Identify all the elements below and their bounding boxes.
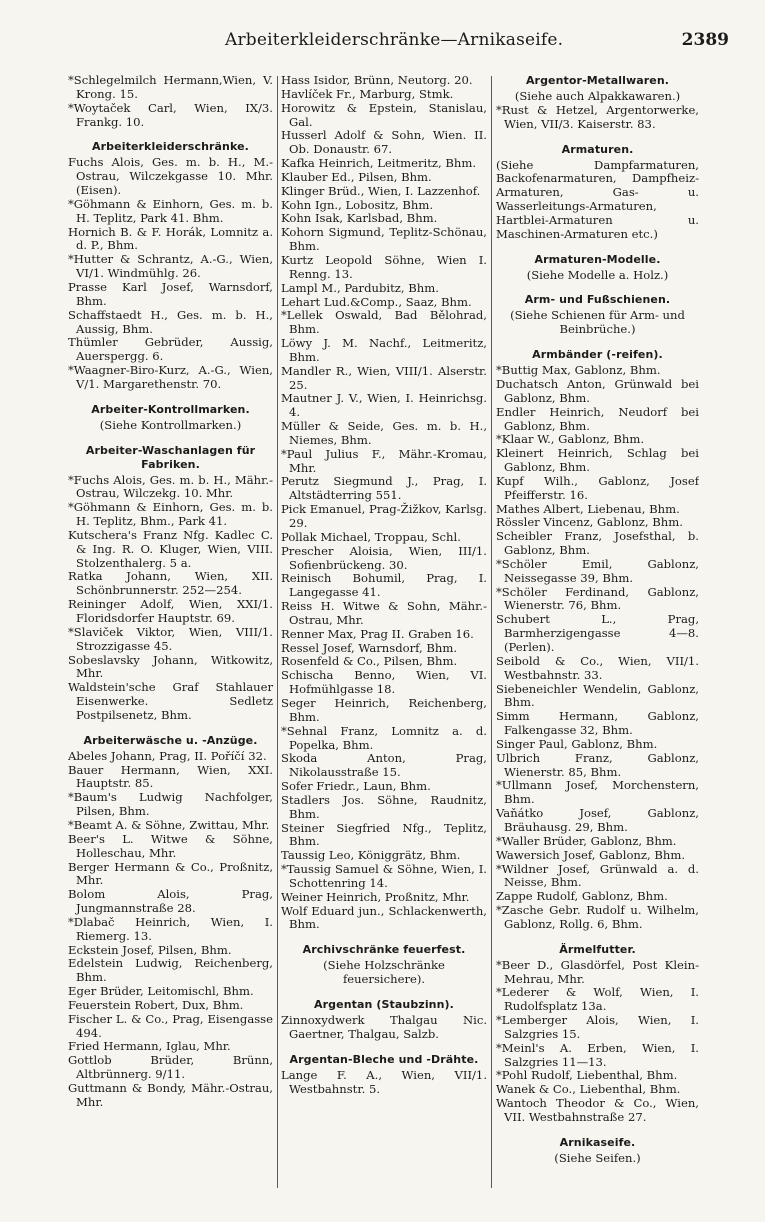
directory-entry: Weiner Heinrich, Proßnitz, Mhr. bbox=[281, 889, 470, 904]
directory-entry: Müller & Seide, Ges. m. b. H., Niemes, Bhm. bbox=[281, 419, 487, 447]
directory-entry: *Taussig Samuel & Söhne, Wien, I. Schottenring 14. bbox=[281, 862, 487, 890]
directory-entry: Ulbrich Franz, Gablonz, Wienerstr. 85, Bhm. bbox=[496, 750, 699, 779]
column-1 bbox=[68, 74, 277, 1194]
entry-list bbox=[281, 1014, 487, 1042]
directory-entry: *Schlegelmilch Hermann,Wien, V. Krong. 15. bbox=[68, 74, 273, 101]
directory-entry: Wanek & Co., Liebenthal, Bhm. bbox=[496, 1082, 681, 1097]
directory-entry: *Wildner Josef, Grünwald a. d. Neisse, Bhm. bbox=[496, 861, 699, 890]
directory-entry: Kohorn Sigmund, Teplitz-Schönau, Bhm. bbox=[281, 225, 487, 254]
section-heading: Argentan (Staubzinn). bbox=[314, 998, 454, 1011]
directory-entry: Beer's L. Witwe & Söhne, Holleschau, Mhr. bbox=[68, 831, 273, 860]
directory-entry: Lehart Lud.&Comp., Saaz, Bhm. bbox=[281, 294, 472, 309]
directory-entry: Guttmann & Bondy, Mähr.-Ostrau, Mhr. bbox=[68, 1081, 273, 1109]
entry-list bbox=[496, 104, 699, 132]
directory-entry: Bauer Hermann, Wien, XXI. Hauptstr. 85. bbox=[68, 762, 273, 791]
page-header bbox=[0, 30, 765, 56]
directory-entry: Ressel Josef, Warnsdorf, Bhm. bbox=[281, 640, 458, 655]
directory-entry: Fischer L. & Co., Prag, Eisengasse 494. bbox=[68, 1011, 273, 1040]
section-heading: Arbeiter-Waschanlagen für Fabriken. bbox=[85, 443, 256, 471]
directory-entry: Sofer Friedr., Laun, Bhm. bbox=[281, 779, 431, 794]
directory-entry: *Waagner-Biro-Kurz, A.-G., Wien, V/1. Margarethenstr. 70. bbox=[68, 363, 273, 391]
directory-entry: Lange F. A., Wien, VII/1. Westbahnstr. 5. bbox=[281, 1067, 487, 1096]
directory-entry: *Slaviček Viktor, Wien, VIII/1. Strozzigasse 45. bbox=[68, 624, 273, 653]
directory-entry: Vaňátko Josef, Gablonz, Bräuhausg. 29, Bhm. bbox=[496, 806, 699, 834]
entry-list bbox=[68, 750, 273, 1110]
directory-entry: Seger Heinrich, Reichenberg, Bhm. bbox=[281, 695, 487, 724]
directory-entry: Hornich B. & F. Horák, Lomnitz a. d. P., Bhm. bbox=[68, 224, 273, 253]
columns bbox=[68, 74, 698, 1194]
directory-entry: Gottlob Brüder, Brünn, Altbrünnerg. 9/11. bbox=[68, 1053, 273, 1082]
section-note: (Siehe Seifen.) bbox=[554, 1150, 641, 1165]
directory-entry: *Waller Brüder, Gablonz, Bhm. bbox=[496, 833, 677, 848]
directory-entry: Fried Hermann, Iglau, Mhr. bbox=[68, 1039, 231, 1054]
section-heading: Arm- und Fußschienen. bbox=[524, 293, 671, 307]
directory-entry: *Göhmann & Einhorn, Ges. m. b. H. Teplitz, Park 41. Bhm. bbox=[68, 196, 273, 225]
directory-entry: Waldstein'sche Graf Stahlauer Eisenwerke. Sedletz Postpilsenetz, Bhm. bbox=[68, 680, 273, 722]
directory-entry: Mathes Albert, Liebenau, Bhm. bbox=[496, 501, 680, 516]
directory-entry: Schubert L., Prag, Barmherzigengasse 4—8. (Perlen). bbox=[496, 612, 699, 654]
section-note: (Siehe Modelle a. Holz.) bbox=[526, 267, 669, 282]
directory-entry: Kleinert Heinrich, Schlag bei Gablonz, Bhm. bbox=[496, 446, 699, 475]
directory-entry: *Lellek Oswald, Bad Bělohrad, Bhm. bbox=[281, 308, 487, 337]
directory-entry: Ratka Johann, Wien, XII. Schönbrunnerstr. 252—254. bbox=[68, 569, 273, 598]
directory-entry: Skoda Anton, Prag, Nikolausstraße 15. bbox=[281, 751, 487, 780]
directory-entry: *Klaar W., Gablonz, Bhm. bbox=[496, 432, 645, 447]
entry-list bbox=[281, 74, 487, 932]
directory-entry: Eckstein Josef, Pilsen, Bhm. bbox=[68, 942, 232, 957]
entry-list bbox=[68, 474, 273, 723]
directory-entry: *Sehnal Franz, Lomnitz a. d. Popelka, Bhm. bbox=[281, 723, 487, 752]
section-heading: Archivschränke feuerfest. bbox=[302, 943, 466, 957]
directory-entry: Singer Paul, Gablonz, Bhm. bbox=[496, 736, 658, 751]
directory-entry: Kutschera's Franz Nfg. Kadlec C. & Ing. R. O. Kluger, Wien, VIII. Stolzenthalerg. 5 a. bbox=[68, 527, 273, 570]
section-heading: Argentor-Metallwaren. bbox=[525, 74, 670, 87]
directory-entry: Horowitz & Epstein, Stanislau, Gal. bbox=[281, 100, 487, 129]
directory-entry: Wolf Eduard jun., Schlackenwerth, Bhm. bbox=[281, 903, 487, 932]
directory-entry: Kafka Heinrich, Leitmeritz, Bhm. bbox=[281, 156, 477, 171]
directory-entry: *Meinl's A. Erben, Wien, I. Salzgries 11—13. bbox=[496, 1040, 699, 1069]
directory-entry: Rosenfeld & Co., Pilsen, Bhm. bbox=[281, 654, 458, 669]
directory-entry: Kurtz Leopold Söhne, Wien I. Renng. 13. bbox=[281, 252, 487, 281]
directory-entry: Stadlers Jos. Söhne, Raudnitz, Bhm. bbox=[281, 792, 487, 821]
directory-entry: Lampl M., Pardubitz, Bhm. bbox=[281, 280, 439, 295]
directory-entry: Wantoch Theodor & Co., Wien, VII. Westbahnstraße 27. bbox=[496, 1096, 699, 1124]
directory-entry: Kupf Wilh., Gablonz, Josef Pfeifferstr. 16. bbox=[496, 473, 699, 502]
directory-entry: Reiss H. Witwe & Sohn, Mähr.-Ostrau, Mhr. bbox=[281, 599, 487, 627]
directory-entry: Reininger Adolf, Wien, XXI/1. Floridsdorfer Hauptstr. 69. bbox=[68, 597, 273, 625]
section-note: (Siehe Schienen für Arm- und Beinbrüche.) bbox=[510, 308, 685, 337]
directory-entry: Seibold & Co., Wien, VII/1. Westbahnstr. 33. bbox=[496, 653, 699, 682]
directory-entry: *Göhmann & Einhorn, Ges. m. b. H. Teplitz, Bhm., Park 41. bbox=[68, 500, 273, 529]
section-note: (Siehe auch Alpakkawaren.) bbox=[514, 89, 681, 103]
section-heading: Argentan-Bleche und -Drähte. bbox=[289, 1052, 479, 1066]
directory-entry: *Lemberger Alois, Wien, I. Salzgries 15. bbox=[496, 1013, 699, 1041]
section-heading: Armaturen-Modelle. bbox=[534, 252, 661, 266]
page-number: 2389 bbox=[681, 30, 729, 50]
directory-entry: Schischa Benno, Wien, VI. Hofmühlgasse 18. bbox=[281, 668, 487, 697]
directory-entry: *Lederer & Wolf, Wien, I. Rudolfsplatz 13a. bbox=[496, 985, 699, 1014]
directory-entry: Kohn Ign., Lobositz, Bhm. bbox=[281, 197, 434, 212]
entry-list bbox=[68, 74, 273, 129]
directory-entry: Scheibler Franz, Josefsthal, b. Gablonz, Bhm. bbox=[496, 529, 699, 558]
directory-entry: *Woytaček Carl, Wien, IX/3. Frankg. 10. bbox=[68, 100, 273, 129]
directory-entry: *Rust & Hetzel, Argentorwerke, Wien, VII/3. Kaiserstr. 83. bbox=[496, 102, 699, 131]
directory-entry: Klauber Ed., Pilsen, Bhm. bbox=[281, 169, 432, 184]
directory-entry: Sobeslavsky Johann, Witkowitz, Mhr. bbox=[68, 652, 273, 681]
directory-entry: *Schöler Emil, Gablonz, Neissegasse 39, Bhm. bbox=[496, 556, 699, 585]
directory-entry: Abeles Johann, Prag, II. Poříčí 32. bbox=[68, 748, 267, 763]
directory-entry: *Dlabač Heinrich, Wien, I. Riemerg. 13. bbox=[68, 914, 273, 943]
directory-entry: *Paul Julius F., Mähr.-Kromau, Mhr. bbox=[281, 446, 487, 475]
section-heading: Ärmelfutter. bbox=[559, 942, 636, 956]
section-heading: Arbeiter-Kontrollmarken. bbox=[91, 402, 250, 416]
directory-entry: Mandler R., Wien, VIII/1. Alserstr. 25. bbox=[281, 363, 487, 392]
directory-entry: Edelstein Ludwig, Reichenberg, Bhm. bbox=[68, 956, 273, 985]
directory-entry: Zinnoxydwerk Thalgau Nic. Gaertner, Thalgau, Salzb. bbox=[281, 1013, 487, 1041]
directory-entry: *Pohl Rudolf, Liebenthal, Bhm. bbox=[496, 1068, 678, 1083]
section-heading: Arbeiterkleiderschränke. bbox=[92, 140, 249, 154]
directory-entry: Husserl Adolf & Sohn, Wien. II. Ob. Donaustr. 67. bbox=[281, 128, 487, 157]
directory-entry: Pick Emanuel, Prag-Žižkov, Karlsg. 29. bbox=[281, 502, 487, 530]
directory-entry: *Hutter & Schrantz, A.-G., Wien, VI/1. Windmühlg. 26. bbox=[68, 252, 273, 281]
section-note: (Siehe Kontrollmarken.) bbox=[99, 417, 242, 432]
column-rule bbox=[277, 76, 278, 1188]
directory-entry: Schaffstaedt H., Ges. m. b. H., Aussig, Bhm. bbox=[68, 307, 273, 336]
entry-list bbox=[496, 364, 699, 932]
directory-entry: Zappe Rudolf, Gablonz, Bhm. bbox=[496, 889, 668, 904]
directory-entry: *Beamt A. & Söhne, Zwittau, Mhr. bbox=[68, 817, 270, 832]
section-note: (Siehe Holzschränke feuersichere). bbox=[323, 958, 445, 987]
directory-entry: *Beer D., Glasdörfel, Post Klein-Mehrau, Mhr. bbox=[496, 957, 699, 986]
directory-entry: *Baum's Ludwig Nachfolger, Pilsen, Bhm. bbox=[68, 790, 273, 819]
directory-entry: Bolom Alois, Prag, Jungmannstraße 28. bbox=[68, 887, 273, 916]
directory-entry: Duchatsch Anton, Grünwald bei Gablonz, Bhm. bbox=[496, 376, 699, 405]
directory-entry: *Schöler Ferdinand, Gablonz, Wienerstr. 76, Bhm. bbox=[496, 584, 699, 613]
directory-entry: *Zasche Gebr. Rudolf u. Wilhelm, Gablonz, Rollg. 6, Bhm. bbox=[496, 903, 699, 931]
directory-entry: Steiner Siegfried Nfg., Teplitz, Bhm. bbox=[281, 820, 487, 849]
directory-entry: Löwy J. M. Nachf., Leitmeritz, Bhm. bbox=[281, 336, 487, 364]
directory-entry: Berger Hermann & Co., Proßnitz, Mhr. bbox=[68, 859, 273, 888]
directory-entry: Kohn Isak, Karlsbad, Bhm. bbox=[281, 211, 438, 226]
directory-entry: Renner Max, Prag II. Graben 16. bbox=[281, 626, 474, 641]
directory-entry: Prescher Aloisia, Wien, III/1. Sofienbrückeng. 30. bbox=[281, 543, 487, 572]
directory-entry: Siebeneichler Wendelin, Gablonz, Bhm. bbox=[496, 681, 699, 710]
directory-entry: Feuerstein Robert, Dux, Bhm. bbox=[68, 997, 244, 1012]
section-note: (Siehe Dampfarmaturen, Backofenarmaturen, Dampfheiz-Armaturen, Gas- u. Wasserleitungs-Armaturen, Hartblei-Armaturen u. Maschinen-Armaturen etc.) bbox=[496, 157, 699, 241]
directory-entry: Fuchs Alois, Ges. m. b. H., M.-Ostrau, Wilczekgasse 10. Mhr. (Eisen). bbox=[68, 155, 273, 198]
directory-entry: Klinger Brüd., Wien, I. Lazzenhof. bbox=[281, 183, 481, 198]
entry-list bbox=[68, 156, 273, 391]
directory-entry: Mautner J. V., Wien, I. Heinrichsg. 4. bbox=[281, 391, 487, 420]
section-heading: Arnikaseife. bbox=[559, 1135, 636, 1149]
directory-entry: Havlíček Fr., Marburg, Stmk. bbox=[281, 86, 454, 101]
directory-entry: *Buttig Max, Gablonz, Bhm. bbox=[496, 363, 661, 378]
entry-list bbox=[281, 1069, 487, 1097]
directory-entry: Hass Isidor, Brünn, Neutorg. 20. bbox=[281, 74, 473, 87]
directory-entry: Wawersich Josef, Gablonz, Bhm. bbox=[496, 847, 686, 862]
directory-entry: Rössler Vincenz, Gablonz, Bhm. bbox=[496, 515, 683, 530]
directory-entry: Endler Heinrich, Neudorf bei Gablonz, Bhm. bbox=[496, 404, 699, 433]
directory-entry: *Fuchs Alois, Ges. m. b. H., Mähr.-Ostrau, Wilczekg. 10. Mhr. bbox=[68, 472, 273, 501]
directory-entry: *Ullmann Josef, Morchenstern, Bhm. bbox=[496, 778, 699, 807]
column-2 bbox=[281, 74, 491, 1194]
section-heading: Armbänder (-reifen). bbox=[532, 348, 663, 362]
directory-entry: Simm Hermann, Gablonz, Falkengasse 32, Bhm. bbox=[496, 709, 699, 738]
directory-entry: Taussig Leo, Königgrätz, Bhm. bbox=[281, 848, 461, 863]
section-heading: Armaturen. bbox=[561, 142, 634, 156]
directory-entry: Thümler Gebrüder, Aussig, Auerspergg. 6. bbox=[68, 335, 273, 364]
directory-entry: Pollak Michael, Troppau, Schl. bbox=[281, 529, 461, 544]
entry-list bbox=[496, 959, 699, 1125]
running-title: Arbeiterkleiderschränke—Arnikaseife. bbox=[225, 30, 564, 50]
column-3 bbox=[496, 74, 699, 1194]
directory-entry: Perutz Siegmund J., Prag, I. Altstädterring 551. bbox=[281, 474, 487, 503]
directory-entry: Eger Brüder, Leitomischl, Bhm. bbox=[68, 984, 254, 999]
section-heading: Arbeiterwäsche u. -Anzüge. bbox=[83, 733, 258, 747]
column-rule bbox=[491, 76, 492, 1188]
directory-entry: Reinisch Bohumil, Prag, I. Langegasse 41. bbox=[281, 571, 487, 600]
directory-entry: Prasse Karl Josef, Warnsdorf, Bhm. bbox=[68, 279, 273, 308]
